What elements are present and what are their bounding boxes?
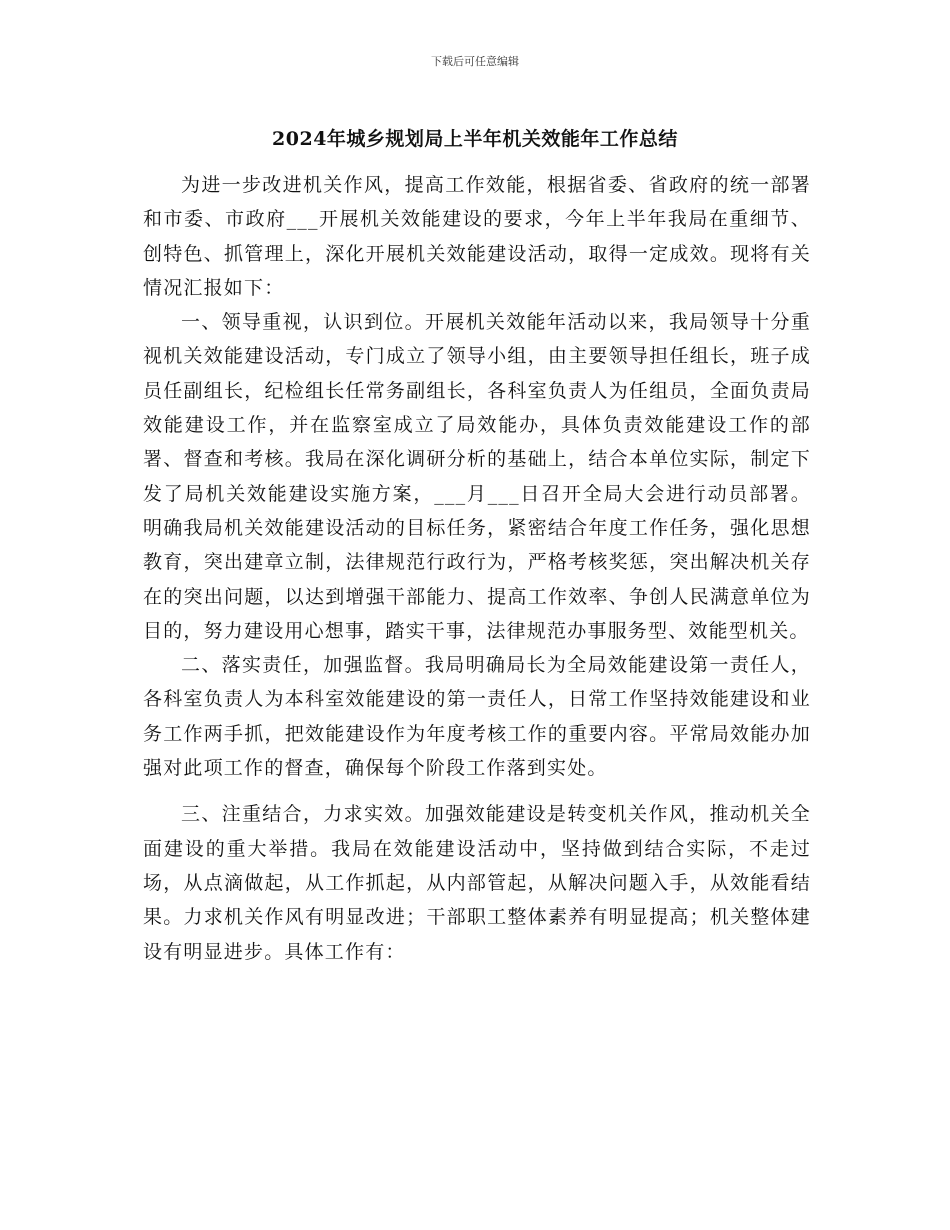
paragraph-section-2: 二、落实责任，加强监督。我局明确局长为全局效能建设第一责任人，各科室负责人为本科室效能建设的第一责任人，日常工作坚持效能建设和业务工作两手抓，把效能建设作为年度考核工作的重要内容。平常局效能办加强对此项工作的督查，确保每个阶段工作落到实处。 bbox=[143, 654, 811, 780]
paragraph-section-3: 三、注重结合，力求实效。加强效能建设是转变机关作风，推动机关全面建设的重大举措。我局在效能建设活动中，坚持做到结合实际，不走过场，从点滴做起，从工作抓起，从内部管起，从解决问题入手，从效能看结果。力求机关作风有明显改进；干部职工整体素养有明显提高；机关整体建设有明显进步。具体工作有： bbox=[143, 803, 811, 963]
paragraph-intro: 为进一步改进机关作风，提高工作效能，根据省委、省政府的统一部署和市委、市政府___开展机关效能建设的要求，今年上半年我局在重细节、创特色、抓管理上，深化开展机关效能建设活动，取得一定成效。现将有关情况汇报如下： bbox=[143, 174, 811, 299]
page-header-note: 下载后可任意编辑 bbox=[431, 55, 519, 68]
document-title: 2024年城乡规划局上半年机关效能年工作总结 bbox=[272, 128, 678, 150]
paragraph-section-1: 一、领导重视，认识到位。开展机关效能年活动以来，我局领导十分重视机关效能建设活动，专门成立了领导小组，由主要领导担任组长，班子成员任副组长，纪检组长任常务副组长，各科室负责人为任组员，全面负责局效能建设工作，并在监察室成立了局效能办，具体负责效能建设工作的部署、督查和考核。我局在深化调研分析的基础上，结合本单位实际，制定下发了局机关效能建设实施方案，___月___日召开全局大会进行动员部署。明确我局机关效能建设活动的目标任务，紧密结合年度工作任务，强化思想教育，突出建章立制，法律规范行政行为，严格考核奖惩，突出解决机关存在的突出问题，以达到增强干部能力、提高工作效率、争创人民满意单位为目的，努力建设用心想事，踏实干事，法律规范办事服务型、效能型机关。 bbox=[143, 311, 811, 642]
document-body bbox=[143, 168, 811, 969]
